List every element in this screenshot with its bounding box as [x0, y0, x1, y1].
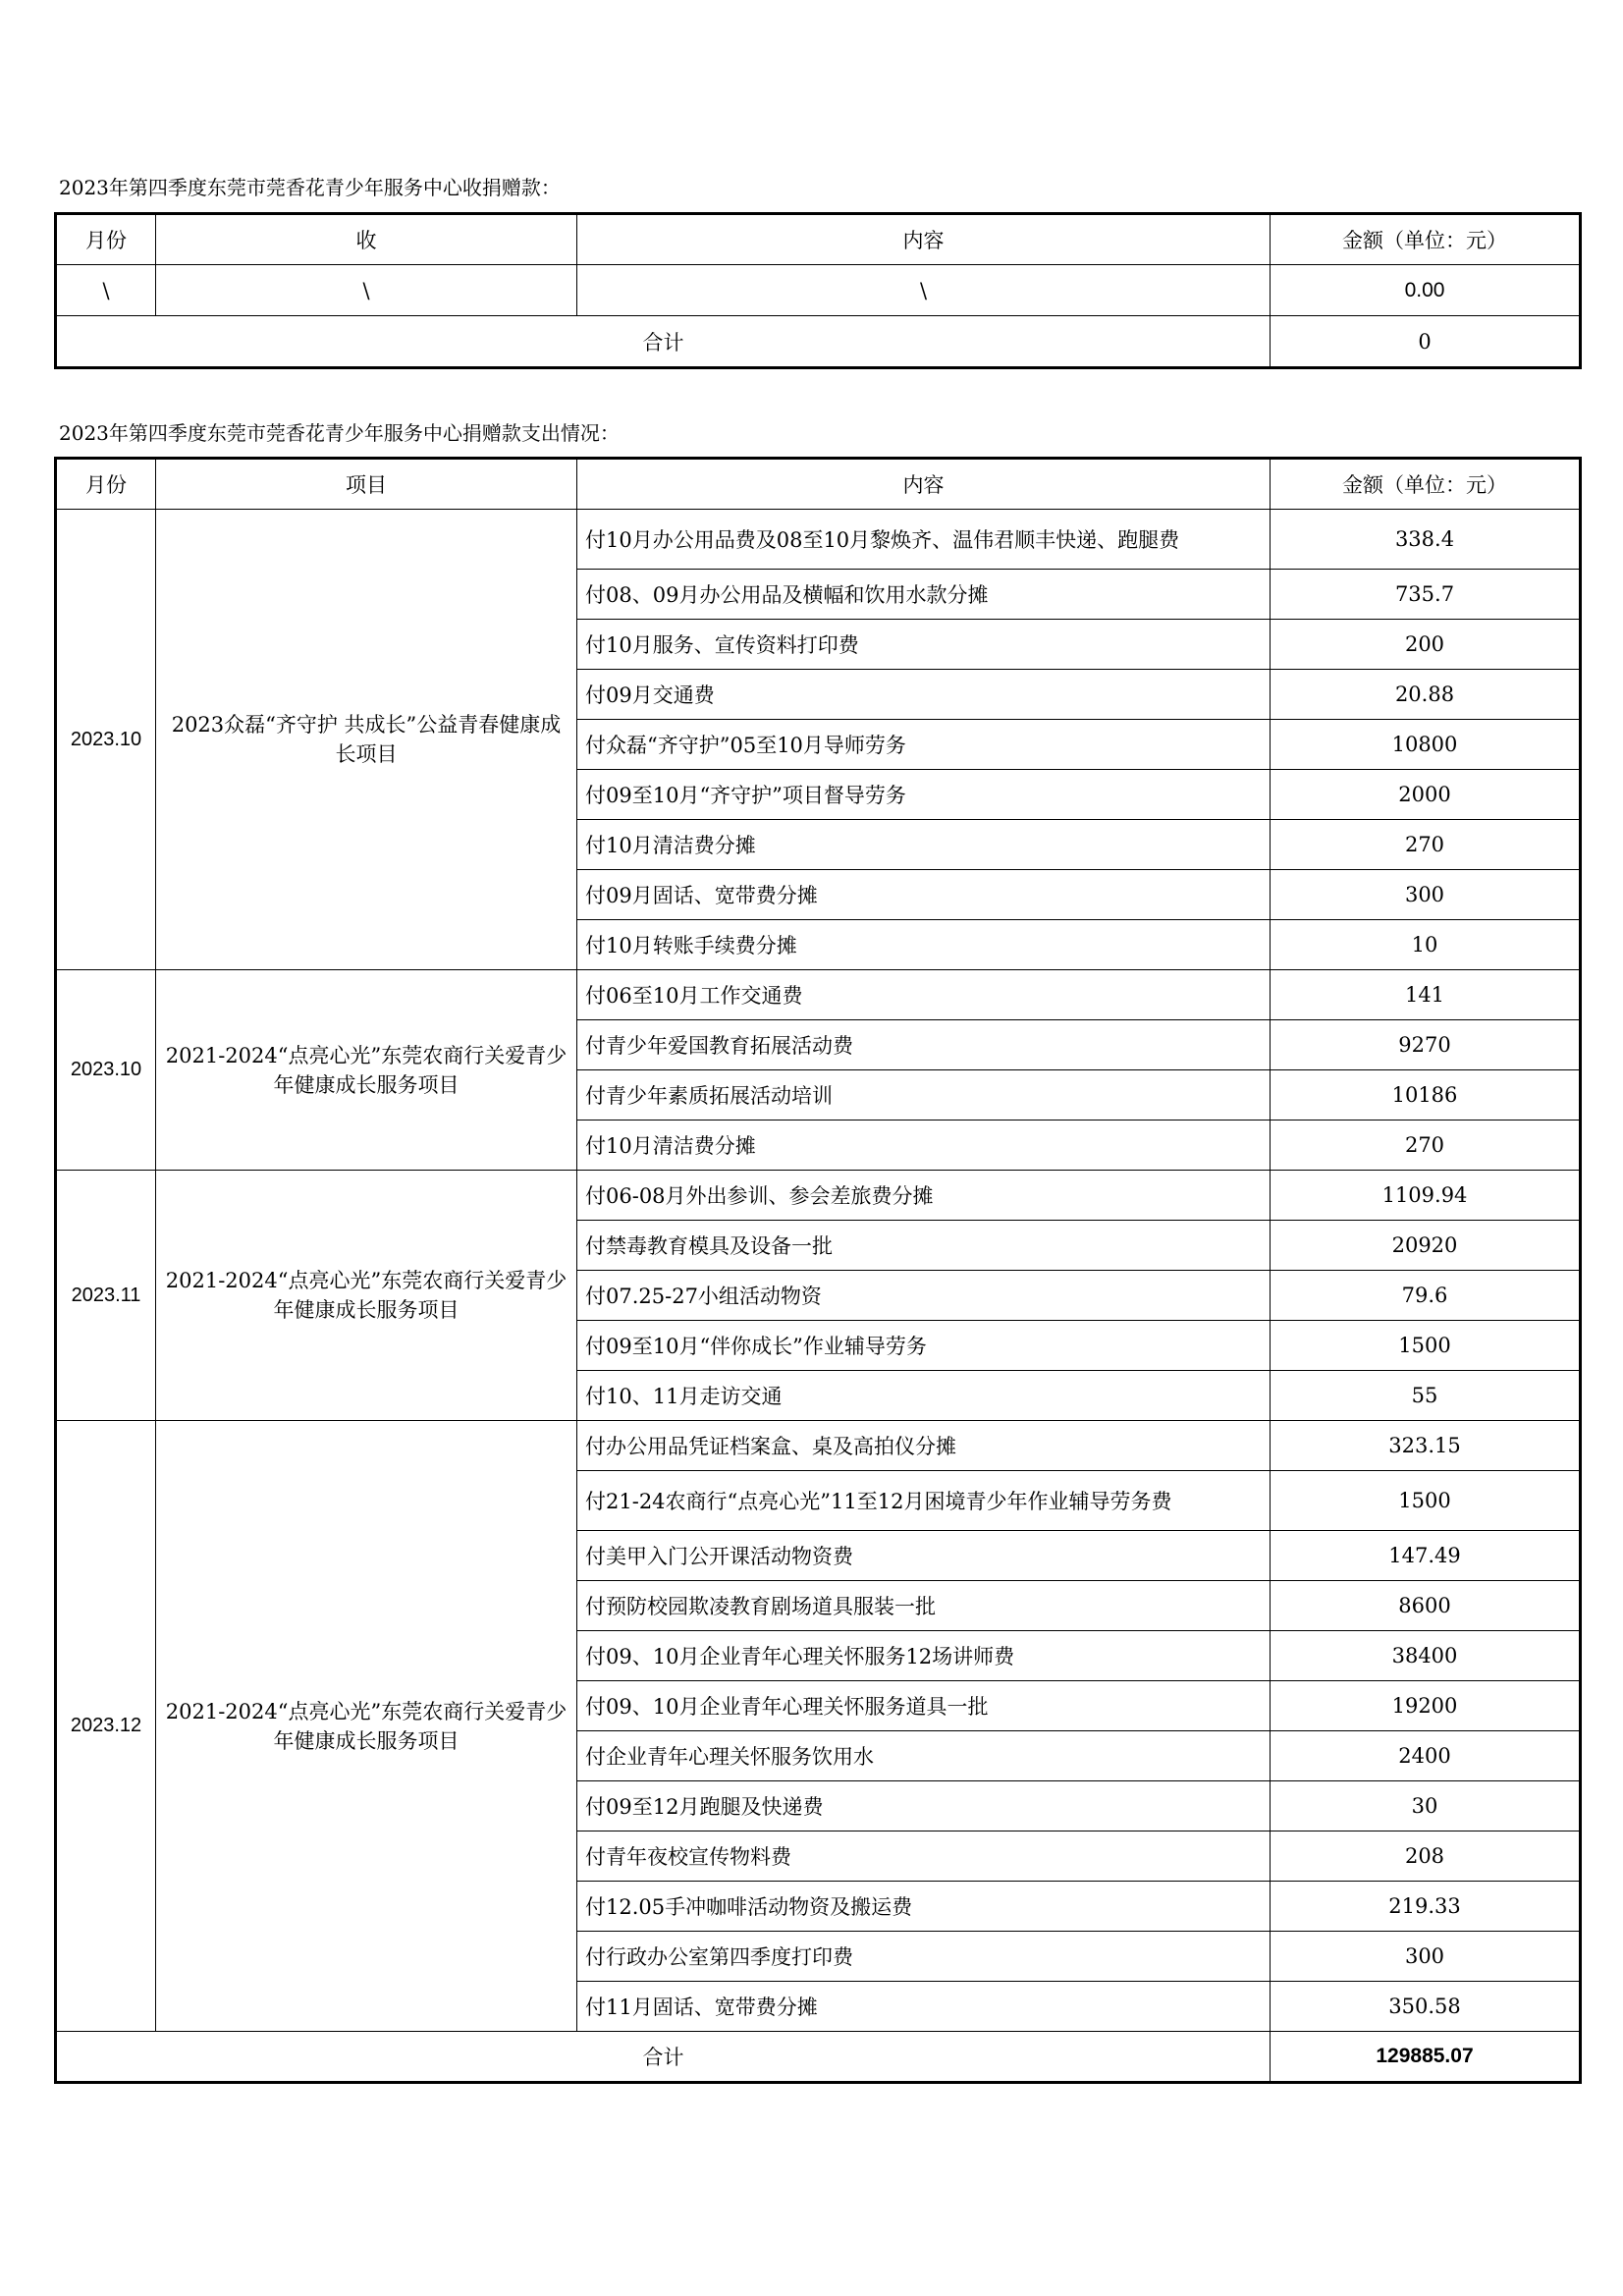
item-content: 付12.05手冲咖啡活动物资及搬运费 — [577, 1882, 1271, 1932]
item-amount: 270 — [1271, 1121, 1581, 1171]
item-amount: 55 — [1271, 1371, 1581, 1421]
expenditures-total-label: 合计 — [56, 2032, 1271, 2083]
item-content: 付10月清洁费分摊 — [577, 820, 1271, 870]
item-amount: 79.6 — [1271, 1271, 1581, 1321]
item-amount: 2000 — [1271, 770, 1581, 820]
receipt-income: \ — [156, 265, 577, 316]
item-content: 付企业青年心理关怀服务饮用水 — [577, 1731, 1271, 1781]
item-amount: 30 — [1271, 1781, 1581, 1831]
item-content: 付09至12月跑腿及快递费 — [577, 1781, 1271, 1831]
receipts-total-value: 0 — [1271, 316, 1581, 368]
group-project: 2021-2024“点亮心光”东莞农商行关爱青少年健康成长服务项目 — [156, 1421, 577, 2032]
expenditures-caption: 2023年第四季度东莞市莞香花青少年服务中心捐赠款支出情况： — [59, 421, 620, 445]
item-amount: 1500 — [1271, 1321, 1581, 1371]
receipts-total-row — [56, 316, 1581, 368]
item-amount: 10800 — [1271, 720, 1581, 770]
header-income: 收 — [156, 214, 577, 265]
table-row — [56, 1421, 1581, 1471]
receipts-total-label: 合计 — [56, 316, 1271, 368]
receipt-content: \ — [577, 265, 1271, 316]
group-month: 2023.12 — [56, 1421, 156, 2032]
group-month: 2023.11 — [56, 1171, 156, 1421]
item-content: 付21-24农商行“点亮心光”11至12月困境青少年作业辅导劳务费 — [577, 1471, 1271, 1531]
expenditures-header-row — [56, 459, 1581, 510]
item-content: 付09月固话、宽带费分摊 — [577, 870, 1271, 920]
item-content: 付10、11月走访交通 — [577, 1371, 1271, 1421]
group-month: 2023.10 — [56, 510, 156, 970]
item-amount: 338.4 — [1271, 510, 1581, 570]
item-amount: 200 — [1271, 620, 1581, 670]
item-amount: 208 — [1271, 1831, 1581, 1882]
item-content: 付09、10月企业青年心理关怀服务12场讲师费 — [577, 1631, 1271, 1681]
header-project: 项目 — [156, 459, 577, 510]
item-amount: 350.58 — [1271, 1982, 1581, 2032]
group-project: 2023众磊“齐守护 共成长”公益青春健康成长项目 — [156, 510, 577, 970]
receipts-caption: 2023年第四季度东莞市莞香花青少年服务中心收捐赠款： — [59, 176, 561, 199]
item-content: 付10月转账手续费分摊 — [577, 920, 1271, 970]
item-amount: 735.7 — [1271, 570, 1581, 620]
item-content: 付09月交通费 — [577, 670, 1271, 720]
item-content: 付青少年素质拓展活动培训 — [577, 1070, 1271, 1121]
table-row — [56, 970, 1581, 1020]
item-amount: 2400 — [1271, 1731, 1581, 1781]
item-content: 付09至10月“伴你成长”作业辅导劳务 — [577, 1321, 1271, 1371]
table-row — [56, 265, 1581, 316]
item-content: 付10月服务、宣传资料打印费 — [577, 620, 1271, 670]
item-amount: 1109.94 — [1271, 1171, 1581, 1221]
group-month: 2023.10 — [56, 970, 156, 1171]
item-amount: 300 — [1271, 1932, 1581, 1982]
expenditures-total-value: 129885.07 — [1271, 2032, 1581, 2083]
header-amount: 金额（单位：元） — [1271, 214, 1581, 265]
item-content: 付禁毒教育模具及设备一批 — [577, 1221, 1271, 1271]
header-amount: 金额（单位：元） — [1271, 459, 1581, 510]
item-content: 付美甲入门公开课活动物资费 — [577, 1531, 1271, 1581]
receipt-amount: 0.00 — [1271, 265, 1581, 316]
group-project: 2021-2024“点亮心光”东莞农商行关爱青少年健康成长服务项目 — [156, 970, 577, 1171]
expenditures-total-row — [56, 2032, 1581, 2083]
header-content: 内容 — [577, 459, 1271, 510]
item-content: 付青少年爱国教育拓展活动费 — [577, 1020, 1271, 1070]
item-content: 付10月办公用品费及08至10月黎焕齐、温伟君顺丰快递、跑腿费 — [577, 510, 1271, 570]
item-content: 付10月清洁费分摊 — [577, 1121, 1271, 1171]
item-content: 付青年夜校宣传物料费 — [577, 1831, 1271, 1882]
item-amount: 20.88 — [1271, 670, 1581, 720]
item-amount: 219.33 — [1271, 1882, 1581, 1932]
item-content: 付预防校园欺凌教育剧场道具服装一批 — [577, 1581, 1271, 1631]
receipts-table — [54, 212, 1582, 369]
receipt-month: \ — [56, 265, 156, 316]
table-row — [56, 510, 1581, 570]
header-month: 月份 — [56, 214, 156, 265]
item-amount: 141 — [1271, 970, 1581, 1020]
item-amount: 270 — [1271, 820, 1581, 870]
item-amount: 19200 — [1271, 1681, 1581, 1731]
item-content: 付办公用品凭证档案盒、桌及高拍仪分摊 — [577, 1421, 1271, 1471]
item-amount: 1500 — [1271, 1471, 1581, 1531]
item-amount: 8600 — [1271, 1581, 1581, 1631]
item-content: 付众磊“齐守护”05至10月导师劳务 — [577, 720, 1271, 770]
item-amount: 323.15 — [1271, 1421, 1581, 1471]
table-row — [56, 1171, 1581, 1221]
item-content: 付06-08月外出参训、参会差旅费分摊 — [577, 1171, 1271, 1221]
item-amount: 38400 — [1271, 1631, 1581, 1681]
group-project: 2021-2024“点亮心光”东莞农商行关爱青少年健康成长服务项目 — [156, 1171, 577, 1421]
item-content: 付11月固话、宽带费分摊 — [577, 1982, 1271, 2032]
item-amount: 147.49 — [1271, 1531, 1581, 1581]
item-amount: 10186 — [1271, 1070, 1581, 1121]
item-amount: 300 — [1271, 870, 1581, 920]
expenditures-body — [56, 510, 1581, 2032]
item-content: 付07.25-27小组活动物资 — [577, 1271, 1271, 1321]
header-content: 内容 — [577, 214, 1271, 265]
item-content: 付09、10月企业青年心理关怀服务道具一批 — [577, 1681, 1271, 1731]
receipts-header-row — [56, 214, 1581, 265]
item-content: 付06至10月工作交通费 — [577, 970, 1271, 1020]
item-content: 付08、09月办公用品及横幅和饮用水款分摊 — [577, 570, 1271, 620]
item-amount: 9270 — [1271, 1020, 1581, 1070]
expenditures-table — [54, 457, 1582, 2084]
item-amount: 20920 — [1271, 1221, 1581, 1271]
item-amount: 10 — [1271, 920, 1581, 970]
item-content: 付行政办公室第四季度打印费 — [577, 1932, 1271, 1982]
header-month: 月份 — [56, 459, 156, 510]
item-content: 付09至10月“齐守护”项目督导劳务 — [577, 770, 1271, 820]
